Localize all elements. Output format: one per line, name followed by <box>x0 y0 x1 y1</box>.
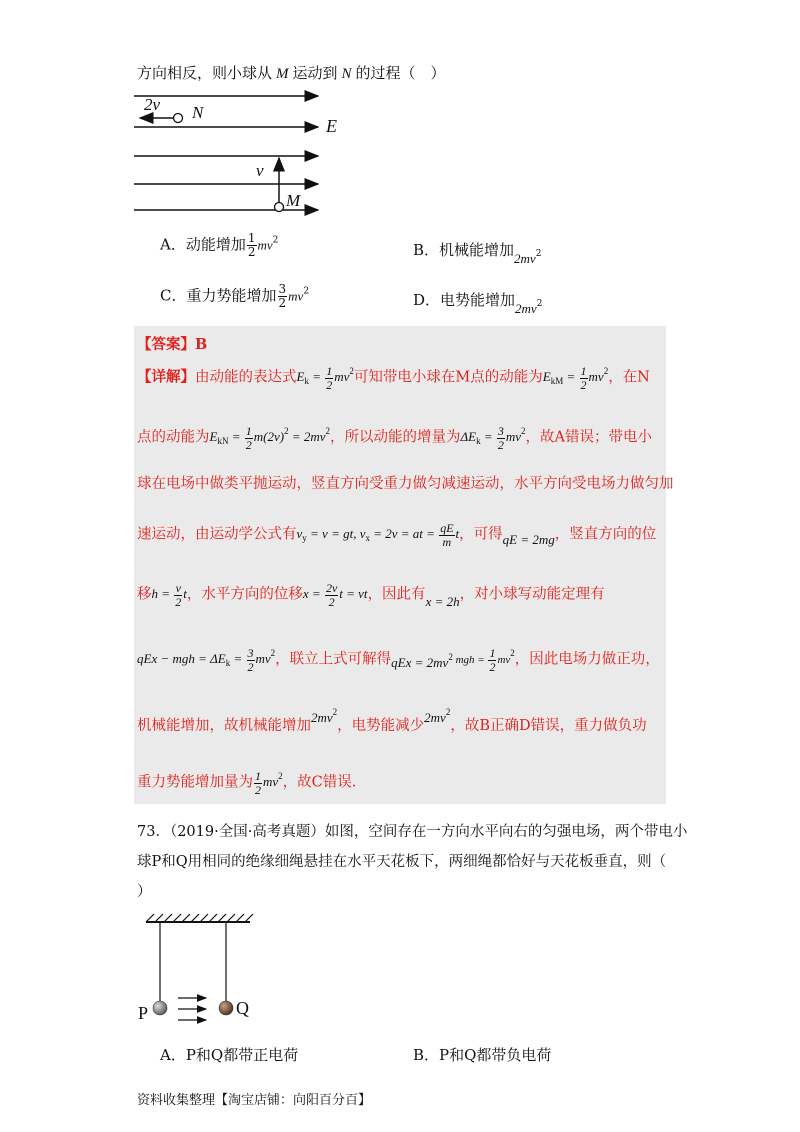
question-intro-line: 方向相反，则小球从 M 运动到 N 的过程（ ） <box>137 64 446 82</box>
var-N: N <box>341 66 352 82</box>
detail-line-2: 点的动能为$E_{kN}$ = $\frac{1}{2}$ $m(2v)^2 = 2mv^2$，所以动能的增量为$\Delta E_k$ = $\frac{3}{2}$ $mv^2$，故A错误；带电小 <box>137 424 653 452</box>
detail-line-6: qEx − mgh = $\Delta E_k$ = $\frac{3}{2}$ $mv^2$，联立上式可解得qEx = $2mv^2$ mgh = $\frac{1}{2}$ $mv^2$，因此电场力做正功， <box>137 646 660 675</box>
option-72-c[interactable]: C．重力势能增加 $\frac{3}{2}$ $mv^2$ <box>160 282 310 310</box>
label-Q: Q <box>236 998 249 1018</box>
detail-line-7: 机械能增加，故机械能增加$2mv^2$，电势能减少$2mv^2$，故B正确D错误，重力做负功 <box>137 707 647 734</box>
option-73-b[interactable]: B．P和Q都带负电荷 <box>413 1046 552 1064</box>
label-N: N <box>192 103 204 122</box>
var-M: M <box>276 66 289 82</box>
detail-line-4: 速运动，由运动学公式有$v_y = v$ = gt, $v_x = 2v$ = at = $\frac{qE}{m}$ t，可得qE = 2mg，竖直方向的位 <box>137 521 657 549</box>
figure-pendulums <box>130 912 270 1030</box>
detail-line-5: 移h = $\frac{v}{2}$ t，水平方向的位移x = $\frac{2v}{2}$ t = vt，因此有x = 2h，对小球写动能定理有 <box>137 581 605 610</box>
detail-line-8: 重力势能增加量为 $\frac{1}{2}$ $mv^2$，故C错误. <box>137 769 357 797</box>
option-72-d[interactable]: D．电势能增加$2mv^2$ <box>413 291 543 316</box>
footer-text: 资料收集整理【淘宝店铺：向阳百分百】 <box>137 1093 372 1108</box>
label-E: E <box>326 116 337 136</box>
ceiling-hatch <box>146 914 253 922</box>
ball-N <box>174 114 183 123</box>
option-72-a[interactable]: A．动能增加 $\frac{1}{2}$ $mv^2$ <box>160 231 279 259</box>
detail-line-3: 球在电场中做类平抛运动，竖直方向受重力做匀减速运动，水平方向受电场力做匀加 <box>137 476 674 492</box>
q73-line-2: 球P和Q用相同的绝缘细绳悬挂在水平天花板下，两细绳都恰好与天花板垂直，则（ <box>137 854 667 870</box>
label-v: v <box>256 161 264 180</box>
answer-label: 【答案】B <box>137 336 208 353</box>
ball-Q <box>219 1001 233 1015</box>
label-P: P <box>138 1003 149 1023</box>
ball-P <box>153 1001 167 1015</box>
label-2v: 2v <box>144 95 161 114</box>
q73-line-1: 73．（2019·全国·高考真题）如图，空间存在一方向水平向右的匀强电场，两个带电小 <box>137 824 688 840</box>
ball-M <box>275 203 284 212</box>
detail-line-1: 【详解】由动能的表达式$E_k$ = $\frac{1}{2}$ $mv^2$可知带电小球在M点的动能为$E_{kM}$ = $\frac{1}{2}$ $mv^2$，在N <box>137 364 650 392</box>
label-M: M <box>286 191 301 210</box>
option-72-b[interactable]: B．机械能增加$2mv^2$ <box>413 241 542 266</box>
q73-line-3: ） <box>137 884 152 900</box>
figure-electric-field <box>128 84 358 220</box>
option-73-a[interactable]: A．P和Q都带正电荷 <box>160 1046 299 1064</box>
